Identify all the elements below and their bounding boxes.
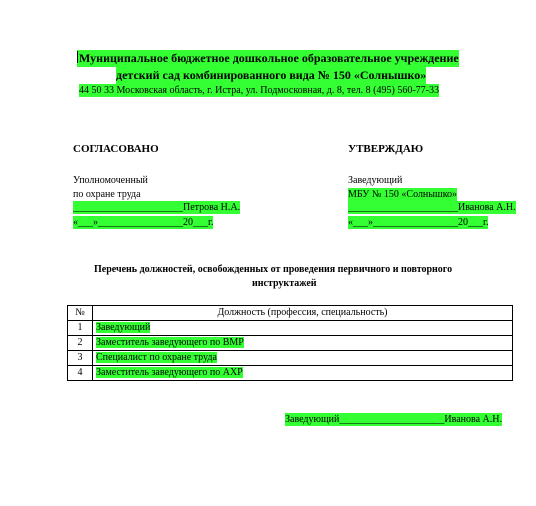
table-header-row (68, 306, 513, 321)
row-position-text: Заместитель заведующего по ВМР (96, 337, 244, 348)
table-row (68, 351, 513, 366)
table-row (68, 336, 513, 351)
row-num: 2 (68, 336, 93, 351)
footer-name: Иванова А.Н. (444, 414, 502, 425)
row-position-text: Специалист по охране труда (96, 352, 217, 363)
row-position-text: Заведующий (96, 322, 151, 333)
doc-title-line1: Перечень должностей, освобожденных от проведения первичного и повторного (94, 264, 453, 275)
row-position (93, 321, 513, 336)
right-role-line1: Заведующий (348, 175, 403, 186)
org-name-line1: Муниципальное бюджетное дошкольное образовательное учреждение (79, 51, 459, 65)
left-date-line: «___»_________________20___г. (73, 217, 214, 228)
row-num: 4 (68, 366, 93, 381)
row-position (93, 351, 513, 366)
row-num: 3 (68, 351, 93, 366)
row-position (93, 366, 513, 381)
right-date-line: «___»_________________20___г. (348, 217, 489, 228)
row-position-text: Заместитель заведующего по АХР (96, 367, 243, 378)
footer-line: _____________________ (339, 414, 445, 425)
table-header-num: № (68, 306, 93, 321)
approved-right-title: УТВЕРЖДАЮ (348, 143, 424, 155)
table-row (68, 321, 513, 336)
row-num: 1 (68, 321, 93, 336)
footer-signature (285, 413, 502, 426)
left-role-line1: Уполномоченный (73, 175, 148, 186)
table-header-position: Должность (профессия, специальность) (93, 306, 513, 321)
footer-role: Заведующий (285, 414, 340, 425)
table-row (68, 366, 513, 381)
left-role-line2: по охране труда (73, 189, 141, 200)
org-address: 44 50 33 Московская область, г. Истра, ул. Подмосковная, д. 8, тел. 8 (495) 560-77-33 (79, 85, 439, 96)
positions-table (67, 305, 513, 381)
right-signature-line: ______________________Иванова А.Н. (348, 202, 516, 213)
row-position (93, 336, 513, 351)
text-cursor (77, 51, 78, 63)
doc-title-line2: инструктажей (252, 278, 317, 289)
approved-left-title: СОГЛАСОВАНО (73, 143, 159, 155)
org-name-line2: детский сад комбинированного вида № 150 «Солнышко» (116, 68, 427, 82)
right-role-line2: МБУ № 150 «Солнышко» (348, 189, 458, 200)
left-signature-line: ______________________Петрова Н.А. (73, 202, 241, 213)
